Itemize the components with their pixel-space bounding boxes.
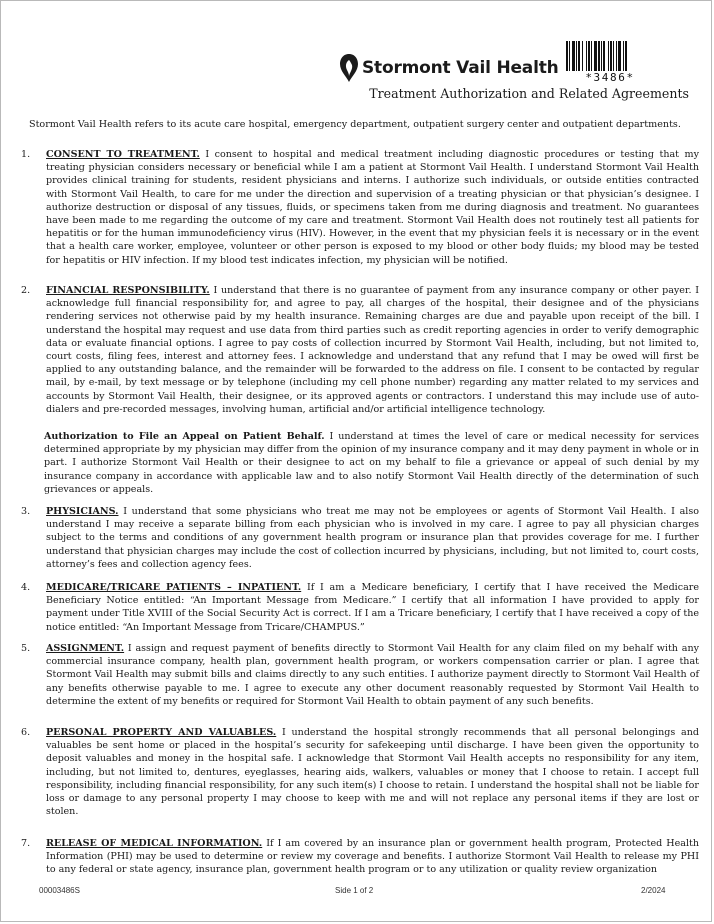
brand-logo	[339, 53, 559, 83]
barcode-bar	[572, 41, 575, 71]
footer-form-number: 00003486S	[39, 886, 80, 895]
barcode-bar	[569, 41, 570, 71]
section-number: 1.	[21, 149, 31, 160]
section-number: 5.	[21, 643, 31, 654]
section-personal-property	[21, 726, 699, 818]
footer-page-number: Side 1 of 2	[335, 886, 374, 895]
barcode-bar	[578, 41, 580, 71]
section-physicians	[21, 505, 699, 571]
barcode	[566, 41, 652, 71]
section-assignment	[21, 642, 699, 708]
section-release-medical-information	[21, 837, 699, 877]
barcode-text: *3486*	[585, 71, 635, 84]
section-text: I assign and request payment of benefits directly to Stormont Vail Health for any claim filed on my behalf with any commercial insurance company, health plan, government health program, or workers compensation carrier or plan. I agree that Stormont Vail Health may submit bills and claims directly to any such entities. I authorize payment directly to Stormont Vail Health of any benefits otherwise payable to me. I agree to execute any other document reasonably requested by Stormont Vail Health to determine the extent of my benefits or required for Stormont Vail Health to obtain payment of any such benefits.	[46, 643, 699, 707]
section-consent-to-treatment	[21, 148, 699, 267]
section-text: I understand that some physicians who treat me may not be employees or agents of Stormont Vail Health. I also understand I may receive a separate billing from each physician who is involved in my care. I agree to pay all physician charges subject to the terms and conditions of any government health program or insurance plan that provides coverage for me. I further understand that physician charges may include the cost of collection incurred by physicians, including, but not limited to, court costs, attorney’s fees and collection agency fees.	[46, 506, 699, 570]
section-heading: Authorization to File an Appeal on Patient Behalf.	[44, 431, 325, 442]
section-heading: ASSIGNMENT.	[46, 643, 125, 654]
footer-date: 2/2024	[641, 886, 666, 895]
section-heading: MEDICARE/TRICARE PATIENTS – INPATIENT.	[46, 582, 302, 593]
section-medicare-tricare	[21, 581, 699, 634]
section-heading: RELEASE OF MEDICAL INFORMATION.	[46, 838, 263, 849]
section-number: 4.	[21, 582, 31, 593]
section-heading: FINANCIAL RESPONSIBILITY.	[46, 285, 210, 296]
section-text: I consent to hospital and medical treatment including diagnostic procedures or testing that my treating physician considers necessary or beneficial while I am a patient at Stormont Vail Health. I understand Stormont Vail Health provides clinical training for students, resident physicians and interns. I authorize such individuals, or outside entities contracted with Stormont Vail Health, to care for me under the direction and supervision of a treating physician or that physician’s designee. I authorize destruction or disposal of any tissues, fluids, or specimens taken from me during diagnosis and treatment. No guarantees have been made to me regarding the outcome of my care and treatment. Stormont Vail Health does not routinely test all patients for hepatitis or for the human immunodeficiency virus (HIV). However, in the event that my physician feels it is necessary or in the event that a health care worker, employee, volunteer or other person is exposed to my blood or other body fluids; my blood may be tested for hepatitis or HIV infection. If my blood test indicates infection, my physician will be notified.	[46, 149, 699, 266]
section-number: 7.	[21, 838, 31, 849]
barcode-bar	[582, 41, 583, 71]
section-text: I understand that there is no guarantee of payment from any insurance company or other payer. I acknowledge full financial responsibility for, and agree to pay, all charges of the hospital, their designee and of the physicians rendering services not otherwise paid by my health insurance. Remaining charges are due and payable upon receipt of the bill. I understand the hospital may request and use data from third parties such as credit reporting agencies in order to verify demographic data or evaluate financial options. I agree to pay costs of collection incurred by Stormont Vail Health, including, but not limited to, court costs, filing fees, interest and attorney fees. I acknowledge and understand that any refund that I may be owed will first be applied to any outstanding balance, and the remainder will be forwarded to the address on file. I consent to be contacted by regular mail, by e-mail, by text message or by telephone (including my cell phone number) regarding any matter related to my services and accounts by Stormont Vail Health, their designee, or its approved agents or contractors. I understand this may include use of auto-dialers and pre-recorded messages, involving human, artificial and/or artificial intelligence technology.	[46, 285, 699, 415]
section-text: If I am covered by an insurance plan or government health program, Protected Health Information (PHI) may be used to determine or review my coverage and benefits. I authorize Stormont Vail Health to release my PHI to any federal or state agency, insurance plan, government health program or to any utilization or quality review organization	[46, 838, 699, 876]
barcode-bar	[591, 41, 592, 71]
barcode-bar	[616, 41, 617, 71]
section-text: If I am a Medicare beneficiary, I certify that I have received the Medicare Beneficiary Notice entitled: “An Important Message from Medicare.” I certify that all information I have provided to apply for payment under Title XVIII of the Social Security Act is correct. If I am a Tricare beneficiary, I certify that I have received a copy of the notice entitled: “An Important Message from Tricare/CHAMPUS.”	[46, 582, 699, 633]
barcode-bar	[613, 41, 614, 71]
barcode-bar	[586, 41, 587, 71]
section-number: 3.	[21, 506, 31, 517]
section-appeal-authorization	[21, 430, 699, 496]
barcode-bar	[576, 41, 577, 71]
barcode-bar	[618, 41, 621, 71]
barcode-bar	[594, 41, 597, 71]
section-text: I understand at times the level of care or medical necessity for services determined appropriate by my physician may differ from the opinion of my insurance company and it may deny payment in whole or in part. I authorize Stormont Vail Health or their designee to act on my behalf to file a grievance or appeal of such denial by my insurance company in accordance with applicable law and to also notify Stormont Vail Health directly of the determination of such grievances or appeals.	[44, 431, 699, 495]
barcode-bar	[588, 41, 590, 71]
section-heading: PHYSICIANS.	[46, 506, 119, 517]
stormont-vail-logo-icon	[339, 53, 359, 83]
brand-name: Stormont Vail Health	[362, 58, 559, 78]
barcode-bar	[566, 41, 568, 71]
section-heading: PERSONAL PROPERTY AND VALUABLES.	[46, 727, 277, 738]
barcode-bar	[598, 41, 600, 71]
section-text: I understand the hospital strongly recommends that all personal belongings and valuables be sent home or placed in the hospital’s security for safekeeping until discharge. I have been given the opportunity to deposit valuables and money in the hospital safe. I acknowledge that Stormont Vail Health accepts no responsibility for any item, including, but not limited to, dentures, eyeglasses, hearing aids, walkers, valuables or money that I choose to retain. I accept full responsibility, including financial responsibility, for any such item(s) I choose to retain. I understand the hospital shall not be liable for loss or damage to any personal property I may choose to keep with me and will not replace any personal items if they are lost or stolen.	[46, 727, 699, 818]
barcode-bar	[623, 41, 624, 71]
section-number: 2.	[21, 285, 31, 296]
barcode-bar	[601, 41, 602, 71]
barcode-bar	[608, 41, 609, 71]
barcode-bar	[625, 41, 627, 71]
section-number: 6.	[21, 727, 31, 738]
section-financial-responsibility	[21, 284, 699, 416]
document-title: Treatment Authorization and Related Agreements	[369, 86, 689, 101]
section-heading: CONSENT TO TREATMENT.	[46, 149, 200, 160]
barcode-bar	[610, 41, 612, 71]
intro-text: Stormont Vail Health refers to its acute care hospital, emergency department, outpatient surgery center and outpatient departments.	[29, 119, 681, 130]
barcode-bar	[603, 41, 605, 71]
